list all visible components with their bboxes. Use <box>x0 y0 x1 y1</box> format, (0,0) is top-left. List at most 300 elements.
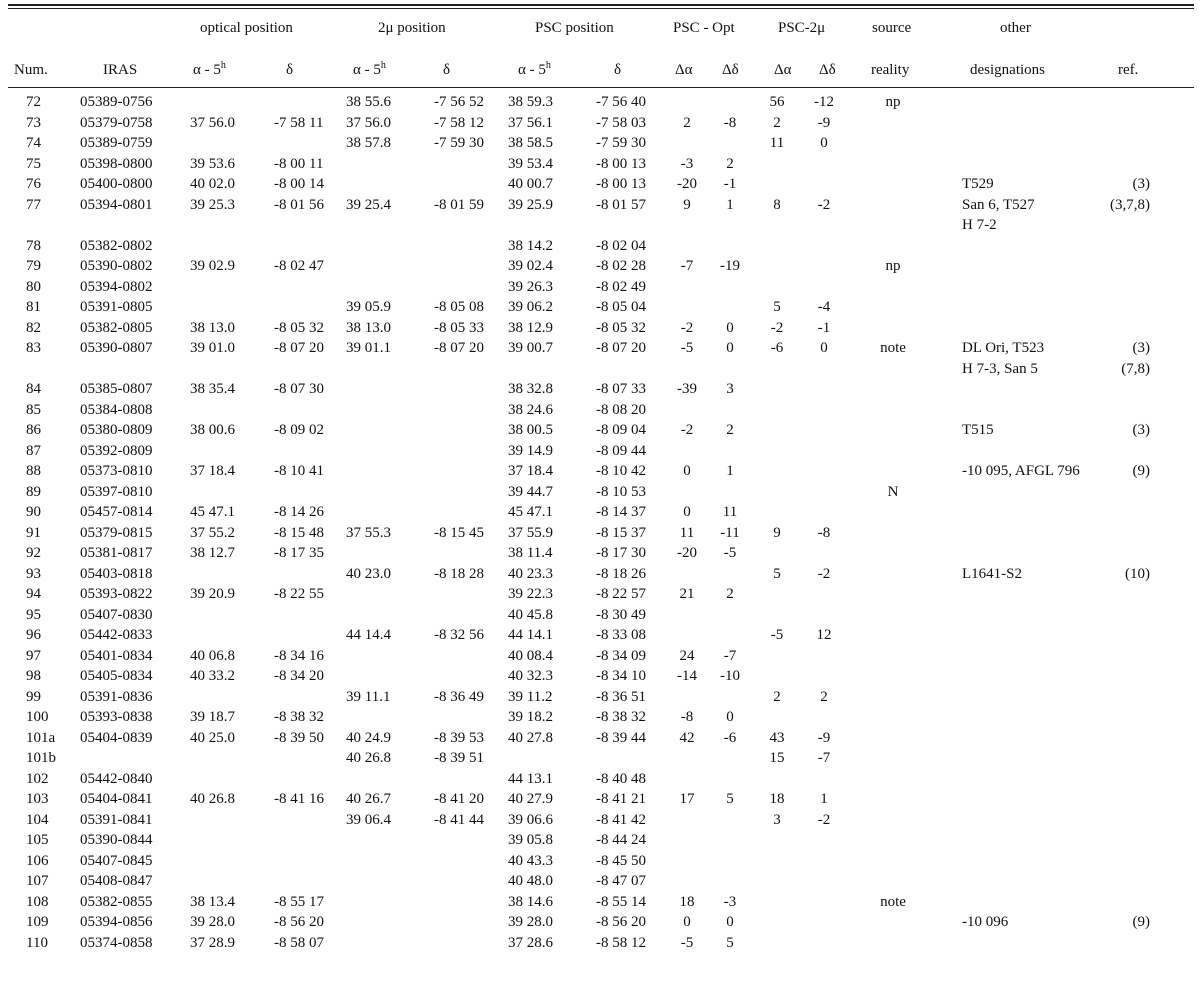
cell-psc-opt-ddelta <box>708 217 752 238</box>
cell-opt-alpha <box>178 750 266 771</box>
table-row <box>0 197 1200 218</box>
col-num: Num. <box>14 62 48 78</box>
cell-num: 108 <box>26 893 49 910</box>
cell-psc-alpha: 39 05.8 <box>508 832 553 848</box>
cell-opt-delta: -8 58 07 <box>274 934 324 951</box>
cell-psc-delta: -8 00 13 <box>596 176 646 192</box>
cell-psc-delta <box>592 217 666 238</box>
cell-psc-delta: -8 56 20 <box>596 914 646 930</box>
cell-psc-delta <box>592 750 666 771</box>
cell-psc-alpha: 38 00.5 <box>508 422 553 438</box>
cell-psc-2mu-dalpha: -2 <box>770 319 784 336</box>
cell-psc-alpha: 39 18.2 <box>508 709 553 725</box>
cell-psc-opt-dalpha: 17 <box>679 791 695 807</box>
header-psc-2mu: PSC-2μ <box>778 20 826 36</box>
col-2mu-alpha: α - 5$^h$ <box>353 60 386 78</box>
cell-twomu-alpha: 38 13.0 <box>346 319 391 336</box>
cell-psc-opt-dalpha <box>666 361 708 382</box>
col-psc-delta: δ <box>614 62 622 78</box>
cell-ref: (3) <box>1132 340 1150 356</box>
cell-psc-alpha: 38 59.3 <box>508 94 553 110</box>
cell-psc-2mu-dalpha: 15 <box>769 750 785 766</box>
cell-opt-alpha: 39 20.9 <box>190 586 235 602</box>
cell-num: 101b <box>26 750 56 766</box>
cell-psc-alpha: 37 56.1 <box>508 114 553 131</box>
cell-psc-opt-ddelta: -6 <box>723 729 737 746</box>
cell-designations: -10 096 <box>962 914 1009 930</box>
cell-designations: H 7-3, San 5 <box>962 360 1038 377</box>
table-row <box>0 402 1200 423</box>
cell-ref <box>1110 320 1200 341</box>
cell-psc-delta: -8 34 10 <box>596 668 646 684</box>
cell-opt-alpha: 39 01.0 <box>190 340 235 356</box>
cell-psc-alpha: 37 55.9 <box>508 524 553 541</box>
table-row <box>0 750 1200 771</box>
cell-psc-2mu-ddelta: 2 <box>820 688 828 705</box>
table-row <box>0 935 1200 956</box>
cell-psc-2mu-ddelta <box>802 504 846 525</box>
cell-ref <box>1110 894 1200 915</box>
cell-opt-alpha: 39 02.9 <box>190 258 235 274</box>
cell-ref <box>1110 750 1200 771</box>
cell-designations <box>940 668 1110 689</box>
cell-opt-delta: -8 22 55 <box>274 586 324 602</box>
cell-reality: np <box>885 258 901 274</box>
cell-designations <box>940 648 1110 669</box>
cell-reality <box>846 935 940 956</box>
cell-ref <box>1110 238 1200 259</box>
table-row <box>0 894 1200 915</box>
cell-twomu-alpha <box>346 279 424 300</box>
cell-psc-delta: -8 34 09 <box>596 647 646 664</box>
col-psc-2mu-ddelta: Δδ <box>819 62 836 78</box>
cell-opt-alpha: 39 53.6 <box>190 155 235 172</box>
cell-twomu-alpha: 39 25.4 <box>346 196 391 213</box>
cell-opt-alpha: 37 55.2 <box>190 524 235 541</box>
cell-twomu-alpha <box>346 894 424 915</box>
cell-designations <box>940 935 1110 956</box>
cell-twomu-alpha <box>346 463 424 484</box>
cell-twomu-alpha: 40 26.7 <box>346 791 391 807</box>
cell-twomu-delta <box>424 381 506 402</box>
cell-twomu-alpha: 37 55.3 <box>346 524 391 541</box>
col-optical-delta: δ <box>286 62 294 78</box>
cell-psc-alpha: 38 24.6 <box>508 401 553 418</box>
table-row <box>0 381 1200 402</box>
cell-psc-delta: -8 10 42 <box>596 463 646 479</box>
cell-num: 86 <box>26 422 41 438</box>
cell-psc-delta: -8 22 57 <box>596 586 646 602</box>
cell-psc-opt-dalpha: -5 <box>680 340 694 356</box>
cell-iras <box>66 361 178 382</box>
cell-psc-2mu-dalpha: 11 <box>769 135 785 151</box>
cell-psc-opt-dalpha <box>666 299 708 320</box>
cell-num <box>0 361 66 382</box>
cell-reality <box>846 115 940 136</box>
cell-twomu-delta <box>424 402 506 423</box>
cell-twomu-alpha <box>346 648 424 669</box>
cell-twomu-alpha <box>346 176 424 197</box>
cell-reality <box>846 463 940 484</box>
cell-iras: 05382-0802 <box>80 237 153 254</box>
cell-psc-opt-ddelta: -7 <box>723 647 737 664</box>
cell-num: 100 <box>26 709 49 725</box>
table-row <box>0 689 1200 710</box>
cell-psc-alpha: 38 14.2 <box>508 237 553 254</box>
cell-twomu-delta <box>424 894 506 915</box>
cell-designations <box>940 894 1110 915</box>
cell-twomu-delta <box>424 422 506 443</box>
cell-iras: 05408-0847 <box>80 873 153 889</box>
cell-psc-2mu-dalpha <box>752 709 802 730</box>
cell-twomu-alpha <box>346 217 424 238</box>
table-row <box>0 156 1200 177</box>
cell-psc-2mu-dalpha: 9 <box>773 524 781 541</box>
cell-opt-delta <box>266 135 346 156</box>
cell-psc-2mu-dalpha <box>752 402 802 423</box>
cell-psc-delta: -8 41 21 <box>596 791 646 807</box>
cell-psc-alpha: 38 32.8 <box>508 381 553 397</box>
cell-psc-opt-ddelta: -19 <box>720 258 740 274</box>
cell-psc-alpha: 38 14.6 <box>508 893 553 910</box>
cell-opt-delta: -8 15 48 <box>274 524 324 541</box>
cell-psc-delta: -8 07 33 <box>596 381 646 397</box>
cell-opt-delta: -8 55 17 <box>274 893 324 910</box>
cell-psc-opt-dalpha: 18 <box>679 893 695 910</box>
cell-num: 81 <box>26 299 41 315</box>
cell-twomu-delta <box>424 709 506 730</box>
header-psc-position: PSC position <box>535 20 614 36</box>
cell-psc-opt-ddelta: 0 <box>726 340 734 356</box>
cell-psc-2mu-ddelta: -1 <box>817 319 831 336</box>
cell-opt-alpha <box>178 689 266 710</box>
cell-psc-2mu-ddelta <box>802 894 846 915</box>
cell-opt-alpha: 38 35.4 <box>190 381 235 397</box>
cell-ref: (9) <box>1132 914 1150 930</box>
cell-psc-2mu-ddelta <box>802 361 846 382</box>
cell-twomu-delta <box>424 463 506 484</box>
cell-opt-alpha <box>178 484 266 505</box>
cell-opt-alpha <box>178 135 266 156</box>
cell-psc-2mu-dalpha <box>752 771 802 792</box>
cell-twomu-delta: -8 39 53 <box>434 729 484 746</box>
cell-reality <box>846 525 940 546</box>
cell-iras: 05403-0818 <box>80 565 153 582</box>
cell-ref <box>1110 935 1200 956</box>
cell-twomu-alpha: 39 01.1 <box>346 340 391 356</box>
cell-twomu-delta: -8 15 45 <box>434 524 484 541</box>
cell-psc-2mu-dalpha <box>752 361 802 382</box>
cell-iras: 05391-0805 <box>80 299 153 315</box>
cell-num: 109 <box>26 914 49 930</box>
cell-twomu-alpha <box>346 504 424 525</box>
cell-iras: 05397-0810 <box>80 483 153 500</box>
cell-twomu-alpha <box>346 832 424 853</box>
cell-psc-opt-ddelta <box>708 812 752 833</box>
cell-psc-alpha: 39 00.7 <box>508 340 553 356</box>
cell-opt-alpha: 39 18.7 <box>190 709 235 725</box>
cell-psc-alpha: 39 28.0 <box>508 914 553 930</box>
cell-psc-delta: -8 33 08 <box>596 627 646 643</box>
cell-opt-delta: -7 58 11 <box>274 114 324 131</box>
cell-psc-2mu-ddelta <box>802 853 846 874</box>
table-row <box>0 94 1200 115</box>
cell-psc-alpha: 40 45.8 <box>508 606 553 623</box>
cell-iras <box>66 217 178 238</box>
col-reality: reality <box>871 62 910 78</box>
cell-psc-opt-ddelta <box>708 873 752 894</box>
cell-psc-delta: -7 56 40 <box>596 94 646 110</box>
cell-twomu-delta <box>424 607 506 628</box>
cell-psc-2mu-dalpha <box>752 463 802 484</box>
cell-twomu-delta <box>424 935 506 956</box>
cell-twomu-delta <box>424 832 506 853</box>
cell-twomu-delta <box>424 545 506 566</box>
cell-psc-2mu-dalpha <box>752 894 802 915</box>
cell-ref <box>1110 156 1200 177</box>
cell-ref: (3) <box>1132 176 1150 192</box>
cell-twomu-delta <box>424 217 506 238</box>
cell-psc-2mu-dalpha <box>752 935 802 956</box>
cell-psc-2mu-dalpha <box>752 279 802 300</box>
cell-twomu-alpha <box>346 771 424 792</box>
cell-psc-delta: -8 39 44 <box>596 729 646 746</box>
cell-psc-2mu-dalpha <box>752 607 802 628</box>
cell-iras: 05405-0834 <box>80 668 153 684</box>
cell-twomu-delta <box>424 504 506 525</box>
cell-ref <box>1110 873 1200 894</box>
cell-opt-delta <box>266 832 346 853</box>
cell-reality <box>846 648 940 669</box>
cell-opt-alpha <box>178 812 266 833</box>
cell-twomu-delta <box>424 648 506 669</box>
cell-psc-opt-ddelta: -1 <box>723 176 737 192</box>
cell-num: 110 <box>26 934 48 951</box>
cell-psc-opt-ddelta: 11 <box>722 504 738 520</box>
cell-psc-alpha: 39 06.2 <box>508 299 553 315</box>
cell-psc-opt-ddelta: 0 <box>726 914 734 930</box>
cell-num: 90 <box>26 504 41 520</box>
cell-psc-opt-ddelta <box>708 853 752 874</box>
cell-psc-opt-dalpha: 24 <box>679 647 695 664</box>
cell-psc-opt-dalpha <box>666 279 708 300</box>
cell-designations <box>940 812 1110 833</box>
cell-ref <box>1110 730 1200 751</box>
cell-opt-alpha <box>178 238 266 259</box>
cell-psc-2mu-ddelta <box>802 402 846 423</box>
cell-reality <box>846 402 940 423</box>
cell-ref <box>1110 402 1200 423</box>
cell-psc-delta: -8 47 07 <box>596 873 646 889</box>
cell-psc-delta: -8 07 20 <box>596 340 646 356</box>
cell-twomu-delta: -8 05 33 <box>434 319 484 336</box>
cell-designations <box>940 135 1110 156</box>
header-2mu-position: 2μ position <box>378 20 446 36</box>
cell-iras: 05379-0758 <box>80 114 153 131</box>
cell-designations <box>940 94 1110 115</box>
cell-psc-opt-dalpha: 0 <box>683 914 691 930</box>
cell-opt-alpha: 40 33.2 <box>190 668 235 684</box>
cell-psc-2mu-ddelta: 0 <box>820 135 828 151</box>
cell-reality <box>846 320 940 341</box>
cell-designations: San 6, T527 <box>962 196 1035 213</box>
cell-psc-delta: -8 09 44 <box>596 442 646 459</box>
cell-iras: 05381-0817 <box>80 545 153 561</box>
col-2mu-delta: δ <box>443 62 451 78</box>
cell-opt-delta: -8 09 02 <box>274 422 324 438</box>
cell-psc-opt-ddelta: 2 <box>726 422 734 438</box>
cell-opt-delta: -8 07 20 <box>274 340 324 356</box>
cell-psc-opt-ddelta: -11 <box>720 524 740 541</box>
col-ref: ref. <box>1118 62 1139 78</box>
cell-psc-delta: -8 08 20 <box>596 401 646 418</box>
cell-psc-2mu-dalpha <box>752 873 802 894</box>
cell-ref <box>1110 279 1200 300</box>
cell-opt-delta <box>266 94 346 115</box>
cell-psc-alpha: 40 48.0 <box>508 873 553 889</box>
cell-psc-alpha: 38 58.5 <box>508 135 553 151</box>
table-row <box>0 340 1200 361</box>
cell-psc-2mu-ddelta <box>802 545 846 566</box>
cell-reality <box>846 238 940 259</box>
cell-num: 92 <box>26 545 41 561</box>
cell-psc-opt-dalpha <box>666 812 708 833</box>
cell-iras: 05407-0845 <box>80 852 153 869</box>
cell-psc-opt-ddelta: 1 <box>726 463 734 479</box>
cell-ref <box>1110 627 1200 648</box>
cell-designations <box>940 607 1110 628</box>
cell-psc-opt-ddelta: 2 <box>726 155 734 172</box>
table-row <box>0 832 1200 853</box>
cell-psc-2mu-dalpha <box>752 545 802 566</box>
cell-iras: 05393-0822 <box>80 586 153 602</box>
cell-twomu-delta <box>424 853 506 874</box>
cell-psc-2mu-dalpha: 18 <box>769 791 785 807</box>
cell-psc-opt-dalpha <box>666 443 708 464</box>
cell-opt-delta: -8 17 35 <box>274 545 324 561</box>
cell-twomu-alpha <box>346 853 424 874</box>
cell-psc-2mu-ddelta <box>802 607 846 628</box>
cell-iras: 05380-0809 <box>80 422 153 438</box>
cell-psc-2mu-dalpha <box>752 176 802 197</box>
cell-opt-delta <box>266 361 346 382</box>
cell-ref <box>1110 525 1200 546</box>
cell-twomu-alpha <box>346 914 424 935</box>
cell-psc-2mu-dalpha <box>752 258 802 279</box>
cell-iras: 05393-0838 <box>80 709 153 725</box>
cell-iras: 05457-0814 <box>80 504 153 520</box>
cell-reality: note <box>880 340 906 356</box>
cell-psc-delta: -8 02 28 <box>596 258 646 274</box>
cell-opt-alpha: 38 13.0 <box>190 319 235 336</box>
cell-iras: 05379-0815 <box>80 524 153 541</box>
cell-psc-opt-dalpha: 21 <box>679 586 695 602</box>
cell-psc-opt-ddelta <box>708 832 752 853</box>
cell-iras: 05390-0802 <box>80 258 153 274</box>
cell-psc-2mu-ddelta <box>802 156 846 177</box>
cell-twomu-delta: -8 18 28 <box>434 565 484 582</box>
cell-psc-2mu-ddelta <box>802 422 846 443</box>
table-row <box>0 299 1200 320</box>
cell-psc-delta: -8 55 14 <box>596 893 646 910</box>
cell-num: 106 <box>26 852 49 869</box>
cell-opt-delta <box>266 607 346 628</box>
cell-twomu-alpha: 39 11.1 <box>346 688 391 705</box>
cell-opt-alpha: 40 06.8 <box>190 647 235 664</box>
cell-psc-alpha: 39 53.4 <box>508 155 553 172</box>
cell-twomu-delta: -7 58 12 <box>434 114 484 131</box>
cell-psc-opt-dalpha: -5 <box>680 934 694 951</box>
cell-opt-delta <box>266 566 346 587</box>
cell-num: 87 <box>26 442 41 459</box>
cell-psc-alpha: 40 27.9 <box>508 791 553 807</box>
cell-opt-delta: -8 39 50 <box>274 729 324 746</box>
cell-num: 91 <box>26 524 41 541</box>
cell-twomu-alpha <box>346 422 424 443</box>
cell-ref <box>1110 853 1200 874</box>
cell-iras: 05404-0841 <box>80 791 153 807</box>
cell-reality <box>846 422 940 443</box>
cell-reality: np <box>885 94 901 110</box>
cell-twomu-alpha: 40 23.0 <box>346 565 391 582</box>
cell-opt-alpha <box>178 217 266 238</box>
cell-psc-delta: -8 44 24 <box>596 832 646 848</box>
cell-psc-delta: -8 02 04 <box>596 237 646 254</box>
cell-psc-opt-dalpha: -39 <box>677 381 697 397</box>
cell-iras: 05390-0844 <box>80 832 153 848</box>
table-row <box>0 668 1200 689</box>
header-rule <box>8 87 1194 88</box>
table-row <box>0 361 1200 382</box>
cell-opt-delta <box>266 771 346 792</box>
cell-num: 85 <box>26 401 41 418</box>
col-psc-opt-dalpha: Δα <box>675 62 693 78</box>
cell-iras: 05391-0836 <box>80 688 153 705</box>
cell-twomu-alpha <box>346 545 424 566</box>
cell-psc-2mu-dalpha: 5 <box>773 565 781 582</box>
cell-psc-opt-ddelta <box>708 402 752 423</box>
cell-psc-opt-ddelta: -10 <box>720 668 740 684</box>
cell-iras: 05389-0756 <box>80 94 153 110</box>
cell-psc-opt-dalpha <box>666 771 708 792</box>
cell-psc-opt-ddelta <box>708 443 752 464</box>
cell-psc-opt-ddelta: -5 <box>723 545 737 561</box>
cell-opt-alpha: 40 26.8 <box>190 791 235 807</box>
cell-reality <box>846 299 940 320</box>
table-row <box>0 709 1200 730</box>
cell-ref <box>1110 648 1200 669</box>
cell-num: 101a <box>26 729 56 746</box>
cell-num: 73 <box>26 114 41 131</box>
cell-twomu-alpha <box>346 484 424 505</box>
cell-psc-opt-dalpha <box>666 607 708 628</box>
cell-reality <box>846 586 940 607</box>
cell-twomu-delta <box>424 771 506 792</box>
cell-psc-2mu-dalpha: 3 <box>773 811 781 828</box>
cell-opt-delta: -8 00 11 <box>274 155 324 172</box>
cell-iras: 05382-0805 <box>80 319 153 336</box>
cell-psc-opt-dalpha <box>666 94 708 115</box>
cell-reality <box>846 607 940 628</box>
cell-psc-2mu-ddelta <box>802 648 846 669</box>
cell-num: 95 <box>26 606 41 623</box>
cell-psc-2mu-ddelta <box>802 484 846 505</box>
cell-psc-opt-dalpha: -20 <box>677 176 697 192</box>
cell-num: 99 <box>26 688 41 705</box>
cell-opt-alpha: 39 28.0 <box>190 914 235 930</box>
col-psc-alpha: α - 5$^h$ <box>518 60 551 78</box>
cell-designations <box>940 504 1110 525</box>
